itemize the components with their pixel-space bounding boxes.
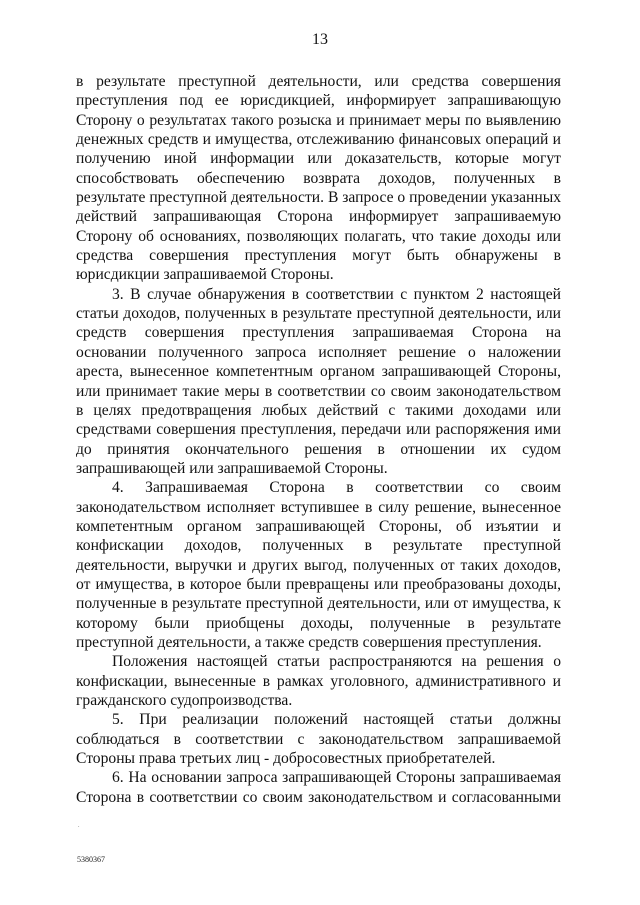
footer-mark: . bbox=[78, 823, 80, 829]
paragraph-item-4: 4. Запрашиваемая Сторона в соответствии со своим законодательством исполняет вступившее в силу решение, вынесенное компетентным органом запрашивающей Стороны, об изъятии и конфискации доходов, полученных в результате преступной деятельности, выручки и других выгод, полученных от таких доходов, от имущества, в которое были превращены или преобразованы доходы, полученные в результате преступной деятельности, или от имущества, к которому были приобщены доходы, полученные в результате преступной деятельности, а также средств совершения преступления. bbox=[76, 479, 561, 651]
paragraph-provisions: Положения настоящей статьи распространяются на решения о конфискации, вынесенные в рамках уголовного, административного и гражданского судопроизводства. bbox=[76, 653, 561, 709]
paragraph-item-5: 5. При реализации положений настоящей статьи должны соблюдаться в соответствии с законодательством запрашиваемой Стороны права третьих лиц - добросовестных приобретателей. bbox=[76, 711, 561, 768]
paragraph-item-3: 3. В случае обнаружения в соответствии с пунктом 2 настоящей статьи доходов, полученных в результате преступной деятельности, или средств совершения преступления запрашиваемая Сторона на основании полученного запроса исполняет решение о наложении ареста, вынесенное компетентным органом запрашивающей Стороны, или принимает такие меры в соответствии со своим законодательством в целях предотвращения любых действий с такими доходами или средствами совершения преступления, передачи или распоряжения ими до принятия окончательного решения в отношении их судом запрашивающей или запрашиваемой Стороны. bbox=[76, 285, 561, 477]
document-code: 5380367 bbox=[77, 855, 105, 864]
paragraph-continuation: в результате преступной деятельности, или средства совершения преступления под ее юрисдикцией, информирует запрашивающую Сторону о результатах такого розыска и принимает меры по выявлению денежных средств и имущества, отслеживанию финансовых операций и получению иной информации или доказательств, которые могут способствовать обеспечению возврата доходов, полученных в результате преступной деятельности. В запросе о проведении указанных действий запрашивающая Сторона информирует запрашиваемую Сторону об основаниях, позволяющих полагать, что такие доходы или средства совершения преступления могут быть обнаружены в юрисдикции запрашиваемой Стороны. bbox=[76, 73, 561, 284]
document-body bbox=[76, 72, 561, 807]
paragraph-item-6: 6. На основании запроса запрашивающей Стороны запрашиваемая Сторона в соответствии со своим законодательством и согласованными bbox=[76, 769, 561, 806]
page-number: 13 bbox=[312, 31, 328, 48]
